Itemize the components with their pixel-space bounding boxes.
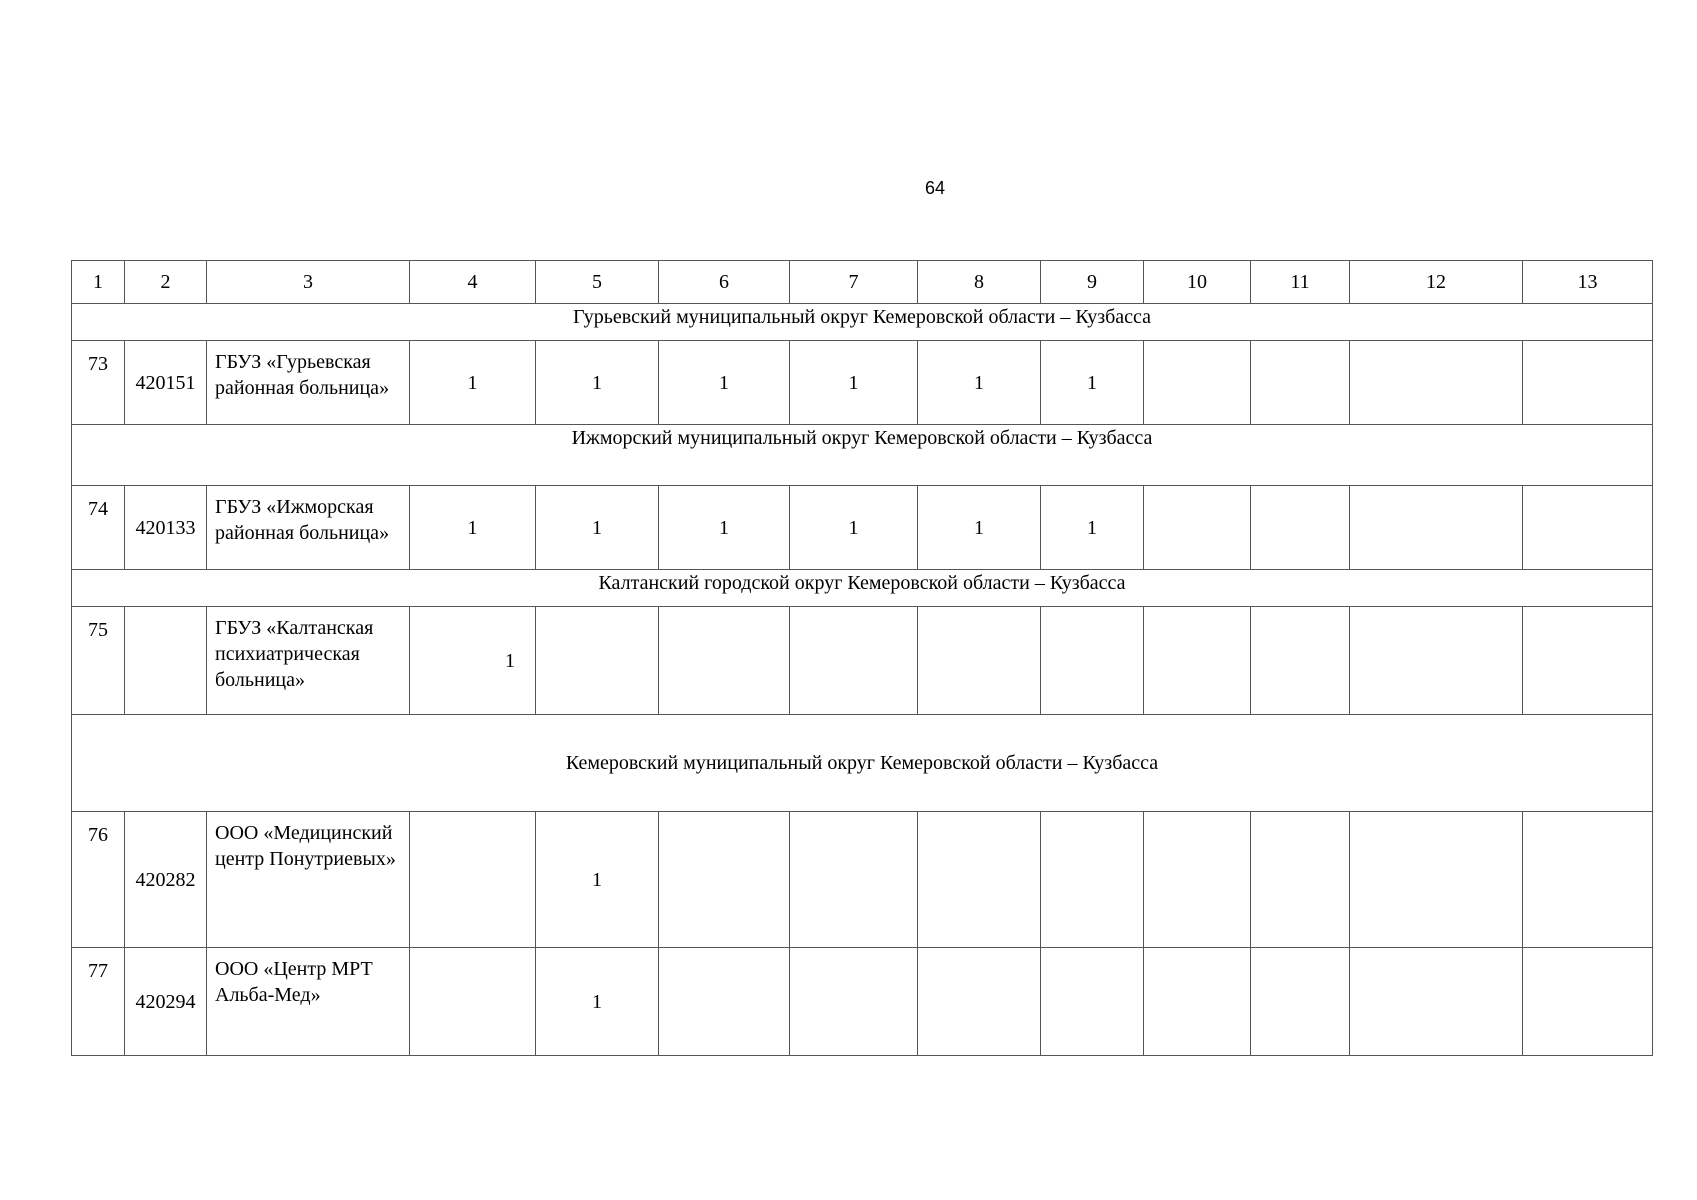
section-title: Кемеровский муниципальный округ Кемеровской области – Кузбасса (72, 715, 1653, 812)
row-value: 1 (1041, 341, 1144, 425)
row-value: 1 (536, 341, 659, 425)
row-value (1144, 812, 1251, 948)
row-number: 76 (72, 812, 125, 948)
section-title: Гурьевский муниципальный округ Кемеровской области – Кузбасса (72, 304, 1653, 341)
row-value (1041, 812, 1144, 948)
row-value (1350, 341, 1523, 425)
section-title: Ижморский муниципальный округ Кемеровской области – Кузбасса (72, 425, 1653, 486)
row-value (1251, 486, 1350, 570)
row-code: 420151 (125, 341, 207, 425)
header-cell: 10 (1144, 261, 1251, 304)
row-value: 1 (1041, 486, 1144, 570)
row-code (125, 607, 207, 715)
row-value (1041, 948, 1144, 1056)
row-name: ООО «Медицинский центр Понутриевых» (207, 812, 410, 948)
row-value (536, 607, 659, 715)
row-value: 1 (410, 607, 536, 715)
data-table (71, 260, 1653, 1056)
row-value (659, 812, 790, 948)
row-value (1523, 341, 1653, 425)
row-value (1144, 607, 1251, 715)
row-value (1144, 486, 1251, 570)
header-cell: 7 (790, 261, 918, 304)
row-value: 1 (790, 486, 918, 570)
row-value (1041, 607, 1144, 715)
row-value (790, 948, 918, 1056)
section-row (72, 570, 1653, 607)
row-value: 1 (918, 341, 1041, 425)
row-value: 1 (536, 486, 659, 570)
header-cell: 11 (1251, 261, 1350, 304)
row-number: 75 (72, 607, 125, 715)
row-number: 74 (72, 486, 125, 570)
row-value: 1 (536, 948, 659, 1056)
row-value (1350, 812, 1523, 948)
row-value: 1 (410, 486, 536, 570)
table-header-row (72, 261, 1653, 304)
row-name: ГБУЗ «Ижморская районная больница» (207, 486, 410, 570)
row-code: 420294 (125, 948, 207, 1056)
row-value (918, 607, 1041, 715)
section-title: Калтанский городской округ Кемеровской области – Кузбасса (72, 570, 1653, 607)
row-value: 1 (410, 341, 536, 425)
header-cell: 5 (536, 261, 659, 304)
row-value (1251, 607, 1350, 715)
row-value (918, 948, 1041, 1056)
row-value (790, 607, 918, 715)
row-name: ГБУЗ «Калтанская психиатрическая больница» (207, 607, 410, 715)
header-cell: 1 (72, 261, 125, 304)
header-cell: 3 (207, 261, 410, 304)
row-value (410, 812, 536, 948)
row-value (659, 948, 790, 1056)
row-value (1350, 486, 1523, 570)
row-name: ООО «Центр МРТ Альба-Мед» (207, 948, 410, 1056)
row-value (1523, 948, 1653, 1056)
row-value (1251, 812, 1350, 948)
row-value (1350, 948, 1523, 1056)
page-number: 64 (924, 178, 946, 198)
header-cell: 12 (1350, 261, 1523, 304)
row-value: 1 (659, 341, 790, 425)
row-code: 420282 (125, 812, 207, 948)
table-row (72, 812, 1653, 948)
table-row (72, 341, 1653, 425)
section-row (72, 304, 1653, 341)
row-number: 73 (72, 341, 125, 425)
header-cell: 8 (918, 261, 1041, 304)
header-cell: 9 (1041, 261, 1144, 304)
row-value (1523, 486, 1653, 570)
header-cell: 13 (1523, 261, 1653, 304)
section-row (72, 715, 1653, 812)
row-value: 1 (790, 341, 918, 425)
row-name: ГБУЗ «Гурьевская районная больница» (207, 341, 410, 425)
row-value (1144, 341, 1251, 425)
header-cell: 4 (410, 261, 536, 304)
row-value: 1 (918, 486, 1041, 570)
table-row (72, 948, 1653, 1056)
row-value: 1 (536, 812, 659, 948)
header-cell: 2 (125, 261, 207, 304)
row-value (1523, 607, 1653, 715)
header-cell: 6 (659, 261, 790, 304)
row-value (1350, 607, 1523, 715)
row-value (410, 948, 536, 1056)
table-row (72, 607, 1653, 715)
row-value (1251, 948, 1350, 1056)
row-value (1523, 812, 1653, 948)
row-number: 77 (72, 948, 125, 1056)
row-value (790, 812, 918, 948)
row-value (918, 812, 1041, 948)
row-value (1251, 341, 1350, 425)
row-value (659, 607, 790, 715)
section-row (72, 425, 1653, 486)
row-value: 1 (659, 486, 790, 570)
table-row (72, 486, 1653, 570)
row-value (1144, 948, 1251, 1056)
row-code: 420133 (125, 486, 207, 570)
